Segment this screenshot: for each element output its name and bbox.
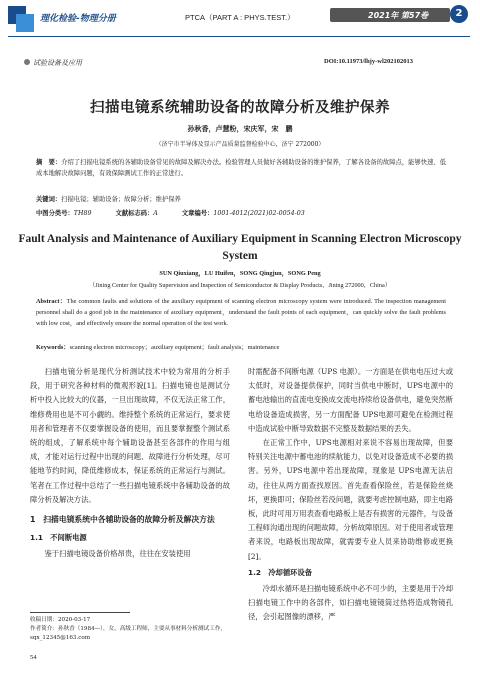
- affiliation-en: （Jining Center for Quality Supervision and Inspection of Semiconductor & Display Products，Jining 272000，China）: [89, 282, 391, 289]
- doi: DOI:10.11973/lhjy-wl202102013: [324, 58, 414, 65]
- keywords-cn-label: 关键词：: [36, 196, 62, 203]
- subsection-heading-1-2: 1.2 冷却循环设备: [248, 567, 313, 577]
- abstract-en-text: The common faults and solutions of the auxiliary equipment of scanning electron microscopy system were introduced. The inspection management personnel shall do a good job in the maintenance of auxiliary equipment，understand the fault points of each equipment，can quickly solve the fault problems with low cost，and effectively ensure the normal operation of the test work.: [36, 298, 446, 327]
- journal-name-cn: 理化检验-物理分册: [40, 14, 116, 24]
- ups-paragraph-start: 鉴于扫描电镜设备价格昂贵，往往在安装使用: [44, 549, 191, 559]
- keywords-en-text: scanning electron microscopy；auxiliary equipment；fault analysis；maintenance: [69, 344, 280, 351]
- article-meta-cn: [36, 208, 446, 217]
- section-heading-1: 1 扫描电镜系统中各辅助设备的故障分析及解决方法: [30, 515, 215, 525]
- ups-paragraph-cont: 时需配备不间断电源（UPS 电源）。一方面是在供电电压过大或太低时，对设备提供保护，同时当供电中断时，UPS电源中的蓄电池输出的直流电变换成交流电持续给设备供电，避免突然断电给设备造成损害，另一方面配备 UPS电源可避免在检测过程中造成试验中断导致数据不完整及数据结果的丢失。: [248, 367, 453, 433]
- body-left-column: [30, 365, 230, 561]
- journal-logo: [8, 6, 38, 32]
- bullet-icon: [24, 59, 30, 65]
- body-right-column: [248, 365, 453, 624]
- keywords-en-label: Keywords：: [36, 344, 70, 351]
- journal-name-en: PTCA（PART A : PHYS.TEST.）: [185, 13, 295, 22]
- authors-cn: 孙秋香，卢慧粉，宋庆军，宋 鹏: [187, 125, 293, 133]
- intro-paragraph: 扫描电镜分析是现代分析测试技术中较为常用的分析手段，用于研究各种材料的微观形貌[1]。扫描电镜也是测试分析中投入比较大的仪器，一旦出现故障，不仅无法正常工作，维修费用也是不可小觑的。维持整个系统的正常运行，要求使用者和管理者不仅要掌握设备的使用，而且要掌握整个测试系统的组成，了解系统中每个辅助设备甚至各部件的作用与组成，才能对运行过程中出现的问题、故障进行分析处理，尽可能地节约时间，降低维修成本，保证系统的正常运行与测试。笔者在工作过程中总结了一些扫描电镜系统中各辅助设备的故障分析及解决方法。: [30, 367, 230, 504]
- affiliation-cn: （济宁市半导体及显示产品质量监督检验中心，济宁 272000）: [155, 141, 325, 148]
- keywords-en: [36, 342, 446, 351]
- footnote-received: 收稿日期：2020-03-17: [30, 617, 91, 623]
- clc-value: TH89: [73, 210, 92, 217]
- ups-fault-paragraph: 在正常工作中，UPS电源相对来说不容易出现故障，但要特别关注电源中蓄电池的续航能力，以免对设备造成不必要的损害。另外，UPS电源中若出现故障，现象是 UPS电源无法启动，往往从两方面查找原因。首先查看保险丝，若是保险丝烧坏，更换即可；保险丝若没问题，就要考虑控制电路，即主电路板，此时可用万用表查看电路板上是否有损害的元器件，与设备工程师沟通出现的问题故障，分析故障原因。对于使用者或管理者来说，电路板出现故障，就需要专业人员来协助维修或更换[2]。: [248, 438, 453, 561]
- section-tag-label: 试验设备及应用: [33, 59, 82, 67]
- issue-label: 2021年 第57卷: [368, 11, 429, 20]
- title-en: Fault Analysis and Maintenance of Auxiliary Equipment in Scanning Electron Microscopy System: [18, 233, 462, 262]
- cooling-paragraph: 冷却水循环是扫描电镜系统中必不可少的，主要是用于冷却扫描电镜工作中的各部件，如扫描电镜镜筒过热将造成物镜孔径，会引起图像的漂移，严: [248, 583, 453, 622]
- clc-label: 中图分类号：: [36, 210, 74, 217]
- keywords-cn: [36, 194, 446, 203]
- doc-code-label: 文献标志码：: [115, 210, 154, 217]
- abstract-cn-text: 介绍了扫描电镜系统的各辅助设备常见的故障及解决办法。检验管理人员做好各辅助设备的维护保养，了解各设备的故障点，能够快速、低成本地解决故障问题，有效保障测试工作的正常进行。: [36, 159, 447, 177]
- subsection-heading-1-1: 1.1 不间断电源: [30, 533, 87, 543]
- footnote-divider: [30, 612, 130, 613]
- issue-number-badge: 2: [450, 5, 468, 23]
- abstract-en-label: Abstract：: [36, 298, 67, 305]
- doc-code-value: A: [153, 210, 158, 217]
- footnote-author: 作者简介：孙秋香（1984—），女，高级工程师，主要从事材料分析测试工作，sqx_12345@163.com: [30, 626, 227, 641]
- authors-en: SUN Qiuxiang，LU Huifen，SONG Qingjun，SONG Peng: [159, 270, 321, 277]
- footnote: [30, 616, 230, 643]
- article-no-label: 文章编号：: [181, 210, 214, 217]
- abstract-cn-label: 摘 要：: [36, 159, 62, 166]
- article-no-value: 1001-4012(2021)02-0054-03: [213, 210, 305, 217]
- abstract-en: [36, 296, 446, 329]
- page-number: 54: [30, 654, 37, 661]
- keywords-cn-text: 扫描电镜；辅助设备；故障分析；维护保养: [61, 196, 181, 203]
- title-cn: 扫描电镜系统辅助设备的故障分析及维护保养: [90, 100, 390, 116]
- abstract-cn: [36, 157, 446, 179]
- header-divider: [8, 36, 470, 37]
- section-tag: [24, 58, 82, 68]
